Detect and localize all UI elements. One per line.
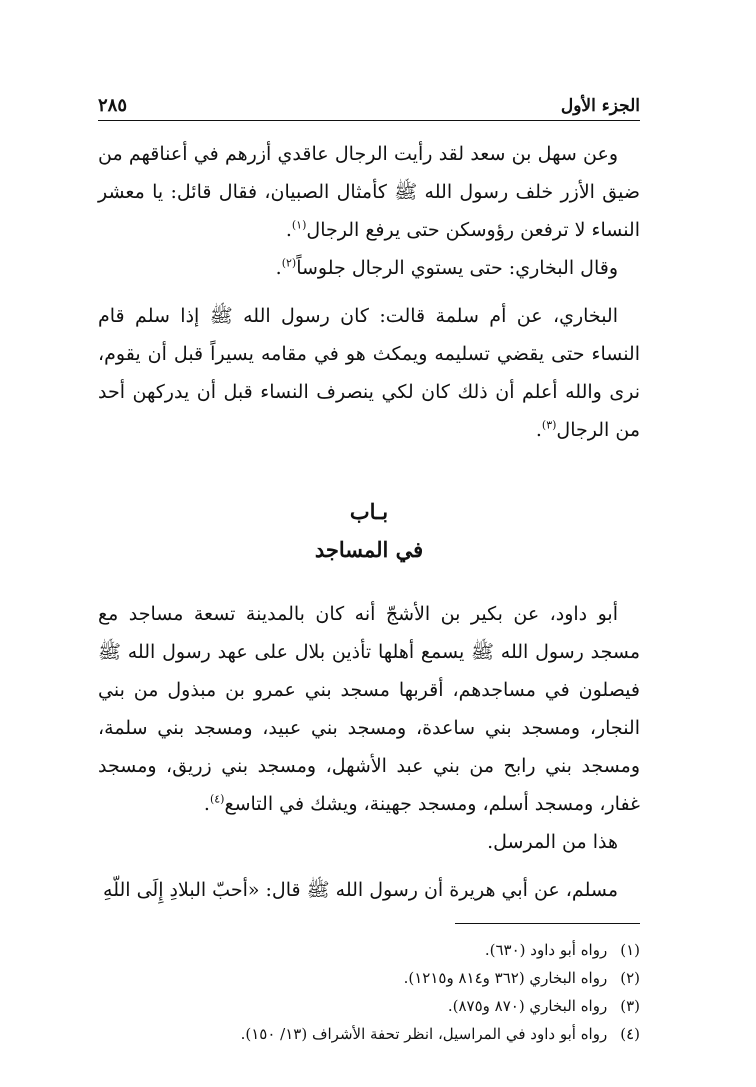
paragraph-muslim: مسلم، عن أبي هريرة أن رسول الله ﷺ قال: «أحبّ البلادِ إِلَى اللّهِ xyxy=(103,879,618,901)
footnote-item: (٣) رواه البخاري (٨٧٠ و٨٧٥). xyxy=(447,997,640,1015)
footnote-divider xyxy=(455,923,640,924)
paragraph-nine-mosques: أبو داود، عن بكير بن الأشجّ أنه كان بالمدينة تسعة مساجد مع مسجد رسول الله ﷺ يسمع أهلها تأذين بلال على عهد رسول الله ﷺ فيصلون في مساجدهم، أقربها مسجد بني عمرو بن مبذول من بني النجار، ومسجد بني ساعدة، ومسجد بني عبيد، ومسجد بني سلمة، ومسجد بني رابح من بني عبد الأشهل، ومسجد بني زريق، ومسجد غفار، ومسجد أسلم، ومسجد جهينة، ويشك في التاسع$^{(٤)}$. xyxy=(98,603,640,815)
footnote-item: (٢) رواه البخاري (٣٦٢ و٨١٤ و١٢١٥). xyxy=(403,969,640,987)
footnote-item: (٤) رواه أبو داود في المراسيل، انظر تحفة الأشراف (١٣/ ١٥٠). xyxy=(240,1025,640,1043)
paragraph-umm-salama: البخاري، عن أم سلمة قالت: كان رسول الله ﷺ إذا سلم قام النساء حتى يقضي تسليمه ويمكث هو في مقامه يسيراً قبل أن يقوم، نرى والله أعلم أن ذلك كان لكي ينصرف النساء قبل أن يدركهن أحد من الرجال$^{(٣)}$. xyxy=(98,305,640,441)
footnote-ref-3: (٣) xyxy=(541,418,557,432)
footnote-ref-1: (١) xyxy=(291,218,307,232)
page-number: ٢٨٥ xyxy=(98,95,128,116)
chapter-subheading: في المساجد xyxy=(314,537,424,562)
footnotes xyxy=(98,936,640,1048)
footnote-item: (١) رواه أبو داود (٦٣٠). xyxy=(484,941,640,959)
footnote-ref-4: (٤) xyxy=(209,792,225,806)
paragraph-mursal: هذا من المرسل. xyxy=(487,831,618,853)
page-body xyxy=(98,135,640,909)
footnote-ref-2: (٢) xyxy=(281,256,297,270)
paragraph-sahl: وعن سهل بن سعد لقد رأيت الرجال عاقدي أزرهم في أعناقهم من ضيق الأزر خلف رسول الله ﷺ كأمثال الصبيان، فقال قائل: يا معشر النساء لا ترفعن رؤوسكن حتى يرفع الرجال$^{(١)}$. xyxy=(98,143,640,241)
chapter-heading: بـاب xyxy=(349,499,389,524)
book-page xyxy=(98,88,640,1048)
page-header xyxy=(98,88,640,121)
paragraph-bukhari-jalus: وقال البخاري: حتى يستوي الرجال جلوساً$^{(٢)}$. xyxy=(275,256,618,279)
running-title: الجزء الأول xyxy=(560,96,640,116)
